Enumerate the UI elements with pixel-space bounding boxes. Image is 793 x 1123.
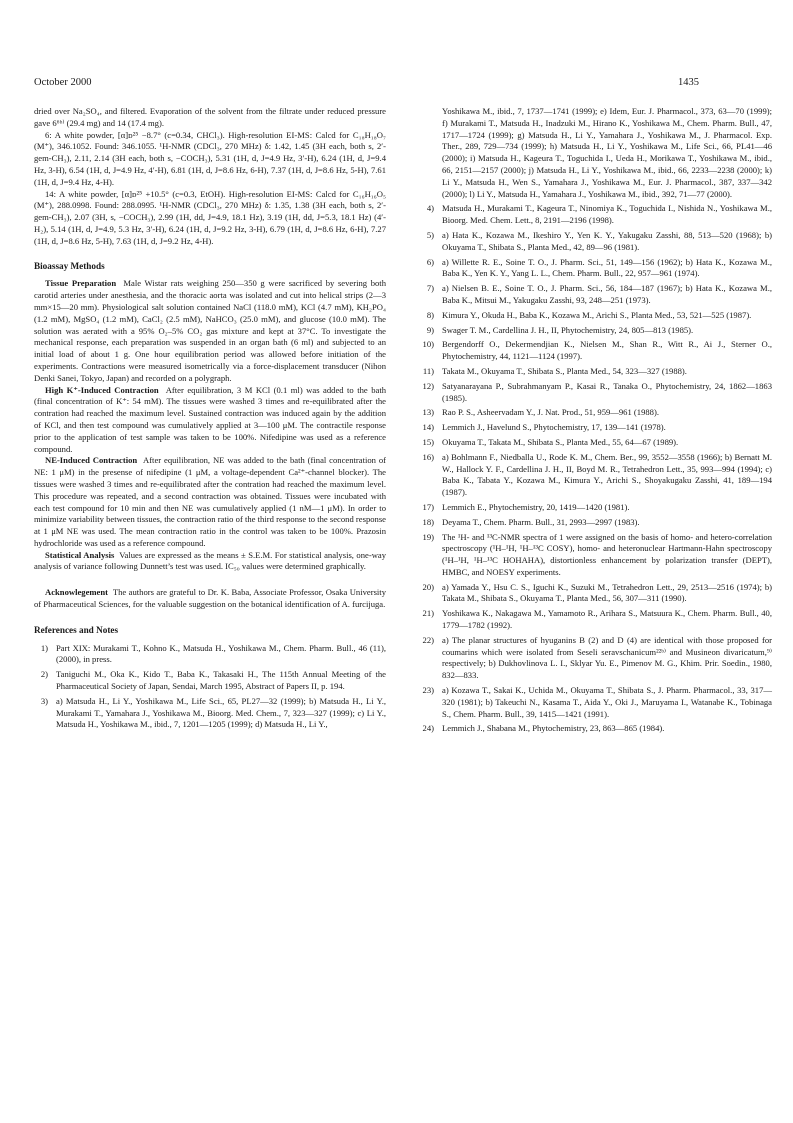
reference-number: 11) (422, 365, 434, 376)
run-in-heading: Statistical Analysis (45, 549, 115, 560)
reference-item (420, 723, 772, 735)
high-k-contraction-paragraph (34, 385, 386, 456)
reference-text: a) Hata K., Kozawa M., Ikeshiro Y., Yen K. Y., Yakugaku Zasshi, 88, 513—520 (1968); b) Okuyama T., Shibata S., Planta Med., 42, 89—96 (1981). (442, 229, 772, 252)
reference-continuation (420, 106, 772, 200)
reference-text: Bergendorff O., Dekermendjian K., Nielsen M., Shan R., Witt R., Ai J., Sterner O., Phytochemistry, 44, 1121—1124 (1997). (442, 339, 772, 362)
reference-number: 22) (422, 634, 434, 645)
reference-item (420, 685, 772, 720)
statistical-analysis-paragraph (34, 550, 386, 574)
reference-item (420, 517, 772, 529)
reference-number: 8) (426, 309, 434, 320)
reference-text: Okuyama T., Takata M., Shibata S., Planta Med., 55, 64—67 (1989). (442, 436, 679, 447)
reference-number: 14) (422, 422, 434, 433)
reference-number: 20) (422, 581, 434, 592)
section-heading-bioassay: Bioassay Methods (34, 260, 105, 271)
reference-text: Matsuda H., Murakami T., Kageura T., Ninomiya K., Toguchida I., Nishida N., Yoshikawa M., Bioorg. Med. Chem. Lett., 8, 2191—2196 (1998). (442, 203, 772, 226)
reference-item (420, 635, 772, 682)
reference-text: Takata M., Okuyama T., Shibata S., Planta Med., 54, 323—327 (1988). (442, 365, 687, 376)
tissue-preparation-paragraph (34, 278, 386, 384)
reference-number: 2) (40, 669, 48, 680)
reference-number: 17) (422, 501, 434, 512)
reference-text: Lemmich J., Havelund S., Phytochemistry, 17, 139—141 (1978). (442, 422, 666, 433)
reference-item (420, 283, 772, 307)
reference-item (420, 452, 772, 499)
reference-number: 7) (426, 283, 434, 294)
reference-number: 5) (426, 229, 434, 240)
reference-text: Swager T. M., Cardellina J. H., II, Phytochemistry, 24, 805—813 (1985). (442, 324, 694, 335)
reference-number: 13) (422, 407, 434, 418)
reference-number: 1) (40, 642, 48, 653)
page-number: 1435 (678, 77, 699, 88)
run-in-heading: NE-Induced Contraction (45, 455, 138, 466)
reference-item (420, 437, 772, 449)
acknowledgement-heading: Acknowlegement (45, 587, 109, 598)
reference-number: 16) (422, 451, 434, 462)
acknowledgement-text: The authors are grateful to Dr. K. Baba, Associate Professor, Osaka University of Pharmaceutical Sciences, for the valuable suggestion on the botanical identification of A. furcijuga. (34, 587, 386, 610)
running-header-date: October 2000 (34, 77, 92, 88)
reference-number: 21) (422, 608, 434, 619)
compound-6-data: 6: A white powder, [α]ᴅ²⁵ −8.7° (c=0.34, CHCl₃). High-resolution EI-MS: Calcd for C₁₈H₁₈O₇ (M⁺), 346.1052. Found: 346.1055. ¹H-NMR (CDCl₃, 270 MHz) δ: 1.42, 1.45 (3H each, both s, 2′-gem-CH₃), 2.11, 2.14 (3H each, both s, −COCH₃), 5.31 (1H, d, J=4.9 Hz, 3′-H), 6.24 (1H, d, J=9.4 Hz, 3-H), 6.54 (1H, d, J=4.9 Hz, 4′-H), 6.81 (1H, d, J=8.6 Hz, 6-H), 7.37 (1H, d, J=8.6 Hz, 5-H), 7.61 (1H, d, J=9.4 Hz, 4-H). (34, 129, 386, 187)
reference-item (420, 230, 772, 254)
reference-text: The ¹H- and ¹³C-NMR spectra of 1 were assigned on the basis of homo- and hetero-correlation spectroscopy (¹H–¹H, ¹H–¹³C COSY), homo- and heteronuclear Hartmann-Hahn spectroscopy (¹H–¹H, ¹H–¹³C HOHAHA), distortionless enhancement by polarization transfer (DEPT), HMBC, and NOESY experiments. (442, 531, 772, 577)
reference-text: Part XIX: Murakami T., Kohno K., Matsuda H., Yoshikawa M., Chem. Pharm. Bull., 46 (11), (2000), in press. (56, 642, 386, 665)
reference-number: 3) (40, 695, 48, 706)
reference-number: 4) (426, 203, 434, 214)
reference-number: 15) (422, 436, 434, 447)
paragraph-text: Male Wistar rats weighing 250—350 g were sacrificed by severing both carotid arteries under anesthesia, and the thoracic aorta was isolated and cut into helical strips (2—3 mm×15—20 mm). Physiological salt solution contained NaCl (118.0 mM), KCl (4.7 mM), KH₂PO₄ (1.2 mM), MgSO₄ (1.2 mM), CaCl₂ (2.5 mM), NaHCO₃ (25.0 mM), and glucose (10.0 mM). The solution was aerated with a 95% O₂–5% CO₂ gas mixture and kept at 37°C. To investigate the mechanical response, each preparation was suspended in an organ bath (6 ml) and subjected to an initial load of about 1 g. One hour equilibration period was allowed before initiation of the experiments. Contractions were measured isometrically via a force-displacement transducer (Nihon Denki Sanei, Tokyo, Japan) and recorded on a polygraph. (34, 278, 386, 383)
reference-text: a) Bohlmann F., Niedballa U., Rode K. M., Chem. Ber., 99, 3552—3558 (1966); b) Bernatt M. W., Hallock Y. F., Cardellina J. H., II, Boyd M. R., Tetrahedron Lett., 35, 993—994 (1994); c) Baba K., Tabata Y., Kozawa M., Kimura Y., Arichi S., Shoyakugaku Zasshi, 41, 189—194 (1987). (442, 451, 772, 498)
reference-text: Yoshikawa M., ibid., 7, 1737—1741 (1999); e) Idem, Eur. J. Pharmacol., 373, 63—70 (1999); f) Murakami T., Matsuda H., Inadzuki M., Hirano K., Yoshikawa M., Chem. Pharm. Bull., 47, 1717—1724 (1999); g) Matsuda H., Li Y., Yamahara J., Yoshikawa M., J. Pharmacol. Exp. Ther., 289, 729—734 (1999); h) Matsuda H., Li Y., Yoshikawa M., Life Sci., 66, PL41—46 (2000); i) Matsuda H., Kageura T., Toguchida I., Ueda H., Morikawa T., Yoshikawa M., ibid., 66, 2151—2157 (2000); j) Matsuda H., Li Y., Yoshikawa M., ibid., 66, 2233—2238 (2000); k) Li Y., Matsuda H., Wen S., Yamahara J., Yoshikawa M., Eur. J. Pharmacol., 387, 337—342 (2000); l) Li Y., Matsuda H., Yamahara J., Yoshikawa M., ibid., 392, 71—77 (2000). (442, 106, 772, 199)
reference-item (420, 407, 772, 419)
reference-text: Yoshikawa K., Nakagawa M., Yamamoto R., Arihara S., Matsuura K., Chem. Pharm. Bull., 40, 1779—1782 (1992). (442, 608, 772, 631)
reference-text: a) Yamada Y., Hsu C. S., Iguchi K., Suzuki M., Tetrahedron Lett., 29, 2513—2516 (1974); b) Takata M., Shibata S., Okuyama T., Planta Med., 56, 307—311 (1990). (442, 581, 772, 604)
reference-text: Taniguchi M., Oka K., Kido T., Baba K., Takasaki H., The 115th Annual Meeting of the Pharmaceutical Society of Japan, Sendai, March 1995, Abstract of Papers II, p. 194. (56, 669, 386, 692)
reference-item (420, 257, 772, 281)
paragraph-text: Values are expressed as the means ± S.E.M. For statistical analysis, one-way analysis of variance following Dunnett’s test was used. IC₅₀ values were determined graphically. (34, 549, 387, 572)
reference-item (420, 608, 772, 632)
reference-text: Satyanarayana P., Subrahmanyam P., Kasai R., Tanaka O., Phytochemistry, 24, 1862—1863 (1985). (442, 380, 772, 403)
reference-text: a) The planar structures of hyuganins B (2) and D (4) are identical with those proposed for coumarins which were isolated from Seseli seravschanicum²²ᵇ⁾ and Musineon divaricatum,⁹⁾ respectively; b) Dukhovlinova L. I., Sklyar Yu. E., Pimenov M. G., Khim. Prir. Soedin., 1980, 832—833. (442, 634, 772, 681)
reference-number: 18) (422, 516, 434, 527)
paragraph-text: After equilibration, 3 M KCl (0.1 ml) was added to the bath (final concentration of K⁺: 54 mM). The tissues were washed 3 times and re-equilibrated after the contration had reached the maximum level. Sustained contraction was induced again by the addition of KCl, and then test compound was cumulatively applied at 3—100 μM. The contractile response prior to the application of test sample was taken to be 100%. Nifedipine was used as a reference compound. (34, 384, 387, 454)
reference-item (420, 339, 772, 363)
left-column (34, 106, 386, 734)
reference-text: a) Kozawa T., Sakai K., Uchida M., Okuyama T., Shibata S., J. Pharm. Pharmacol., 33, 317—320 (1981); b) Takeuchi N., Kasama T., Aida Y., Oki J., Maruyama I., Watanabe K., Tobinaga S., Chem. Pharm. Bull., 39, 1415—1421 (1991). (442, 685, 772, 719)
reference-item (420, 422, 772, 434)
reference-number: 9) (426, 324, 434, 335)
reference-item (420, 325, 772, 337)
reference-item (420, 532, 772, 579)
reference-text: a) Nielsen B. E., Soine T. O., J. Pharm. Sci., 56, 184—187 (1967); b) Hata K., Kozawa M., Baba K., Mitsui M., Yakugaku Zasshi, 93, 248—251 (1973). (442, 283, 772, 305)
compound-14-data: 14: A white powder, [α]ᴅ²⁵ +10.5° (c=0.3, EtOH). High-resolution EI-MS: Calcd for C₁₆H₁₆O₅ (M⁺), 288.0998. Found: 288.0995. ¹H-NMR (CDCl₃, 270 MHz) δ: 1.35, 1.38 (3H each, both s, 2′-gem-CH₃), 2.07 (3H, s, −COCH₃), 2.99 (1H, dd, J=4.9, 18.1 Hz), 3.19 (1H, dd, J=5.3, 18.1 Hz) (4′-H₂), 5.14 (1H, d, J=4.9, 5.3 Hz, 3′-H), 6.24 (1H, d, J=9.2 Hz, 3-H), 6.79 (1H, d, J=8.6 Hz, 6-H), 7.27 (1H, d, J=8.6 Hz, 5-H), 7.63 (1H, d, J=9.2 Hz, 4-H). (34, 188, 386, 246)
reference-text: Kimura Y., Okuda H., Baba K., Kozawa M., Arichi S., Planta Med., 53, 521—525 (1987). (442, 309, 752, 320)
acknowledgement-paragraph (34, 587, 386, 611)
reference-item (420, 381, 772, 405)
reference-number: 10) (422, 339, 434, 350)
reference-item (34, 643, 386, 667)
reference-text: Deyama T., Chem. Pharm. Bull., 31, 2993—2997 (1983). (442, 516, 640, 527)
reference-text: a) Willette R. E., Soine T. O., J. Pharm. Sci., 51, 149—156 (1962); b) Hata K., Kozawa M., Baba K., Yen K. Y., Yang L. L., Chem. Pharm. Bull., 22, 957—961 (1974). (442, 256, 772, 279)
reference-item (34, 696, 386, 731)
reference-text: Lemmich J., Shabana M., Phytochemistry, 23, 863—865 (1984). (442, 723, 665, 734)
reference-text: Rao P. S., Asheervadam Y., J. Nat. Prod., 51, 959—961 (1988). (442, 407, 659, 418)
reference-number: 6) (426, 256, 434, 267)
reference-number: 19) (422, 531, 434, 542)
reference-item (420, 502, 772, 514)
reference-number: 24) (422, 723, 434, 734)
ne-contraction-paragraph (34, 455, 386, 549)
reference-item (420, 582, 772, 606)
reference-number: 12) (422, 380, 434, 391)
paragraph-text: After equilibration, NE was added to the bath (final concentration of NE: 1 μM) in the presense of nifedipine (1 μM, a voltage-dependent Ca²⁺-channel blocker). The tissues were washed 3 times and re-equilibrated after the contration had reached the maximum level. This procedure was repeated, and a second contraction was obtained. Tissues were incubated with each test compound for 10 min and then NE was cumulatively applied (1 nM—1 μM). In order to minimize variability between tissues, the contraction ratio of the third response to the second response at 1 μM NE was used. The mean contraction ratio in the control was taken to be 100%. Prazosin hydrochloride was used as a reference compound. (34, 455, 387, 548)
run-in-heading: Tissue Preparation (45, 278, 117, 289)
run-in-heading: High K⁺-Induced Contraction (45, 384, 159, 395)
reference-text: Lemmich E., Phytochemistry, 20, 1419—1420 (1981). (442, 501, 630, 512)
reference-item (420, 366, 772, 378)
reference-item (420, 310, 772, 322)
reference-number: 23) (422, 685, 434, 696)
experimental-paragraph: dried over Na₂SO₄, and filtered. Evaporation of the solvent from the filtrate under reduced pressure gave 6⁶ᵇ⁾ (29.4 mg) and 14 (17.4 mg). (34, 106, 386, 128)
reference-item (34, 669, 386, 693)
reference-text: a) Matsuda H., Li Y., Yoshikawa M., Life Sci., 65, PL27—32 (1999); b) Matsuda H., Li Y., Murakami T., Yamahara J., Yoshikawa M., Bioorg. Med. Chem., 7, 323—327 (1999); c) Li Y., Matsuda H., Yoshikawa M., ibid., 7, 1201—1205 (1999); d) Matsuda H., Li Y., (56, 695, 386, 730)
reference-item (420, 203, 772, 227)
right-column (420, 106, 772, 738)
section-heading-references: References and Notes (34, 624, 119, 635)
